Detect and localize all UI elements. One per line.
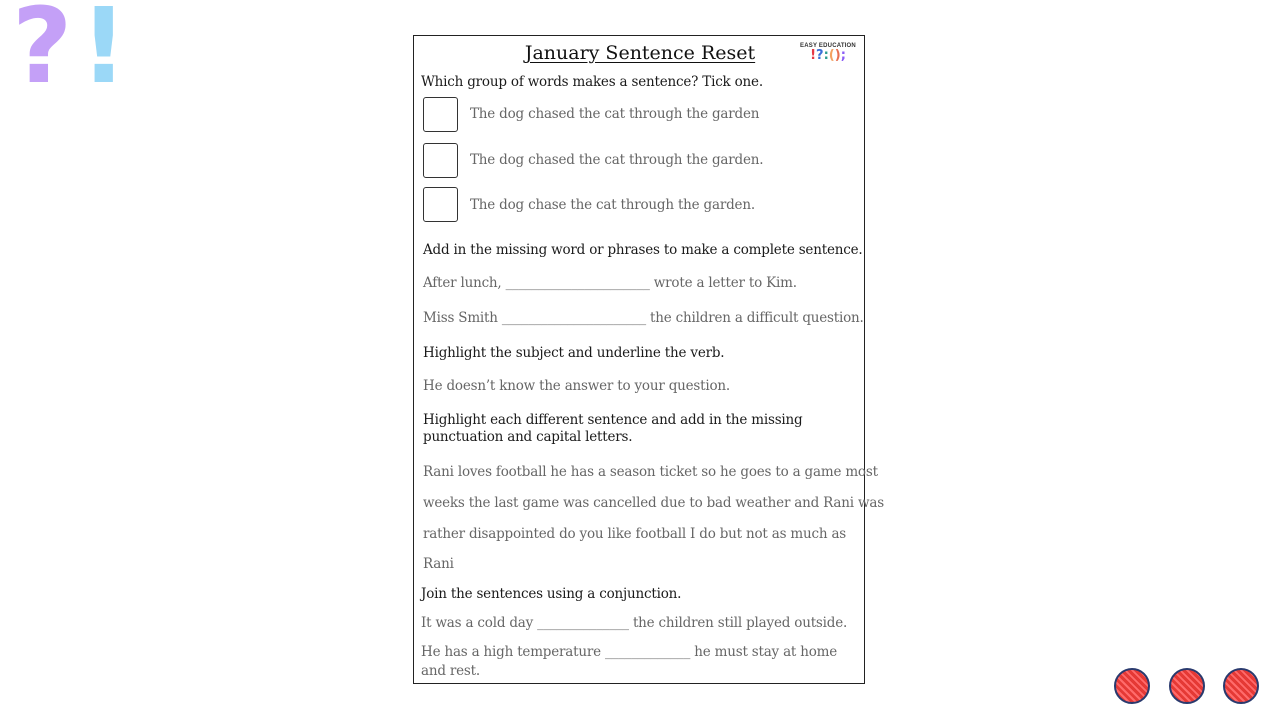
worksheet-title: January Sentence Reset <box>524 42 756 64</box>
logo-punctuation-marks <box>798 49 858 62</box>
tick-box-option-1[interactable] <box>423 97 458 132</box>
nav-button-3[interactable] <box>1223 668 1259 704</box>
logo-mark: ( <box>828 48 835 63</box>
question-2-line-1: After lunch, ______________________ wrote a letter to Kim. <box>423 275 797 291</box>
tick-box-option-3[interactable] <box>423 187 458 222</box>
question-4-prompt-line-1: Highlight each different sentence and add in the missing <box>423 412 803 428</box>
question-5-line-1: It was a cold day ______________ the children still played outside. <box>421 615 848 631</box>
logo-text: EASY EDUCATION <box>800 43 856 49</box>
question-4-text-line: Rani loves football he has a season ticket so he goes to a game most <box>423 464 878 480</box>
easy-education-logo <box>798 43 858 62</box>
question-4-text-line: weeks the last game was cancelled due to bad weather and Rani was <box>423 495 884 511</box>
question-4-text-line: rather disappointed do you like football I do but not as much as <box>423 526 847 542</box>
logo-mark: ! <box>810 48 817 63</box>
logo-mark: ) <box>834 48 841 63</box>
question-5-line-2-continued: and rest. <box>421 663 480 679</box>
question-4-prompt-line-2: punctuation and capital letters. <box>423 429 633 445</box>
nav-button-2[interactable] <box>1169 668 1205 704</box>
option-1-text: The dog chased the cat through the garden <box>470 106 760 122</box>
option-2-text: The dog chased the cat through the garden. <box>470 152 764 168</box>
option-3-text: The dog chase the cat through the garden. <box>470 197 755 213</box>
logo-mark: ? <box>816 48 824 63</box>
question-5-prompt: Join the sentences using a conjunction. <box>421 586 682 602</box>
question-3-prompt: Highlight the subject and underline the verb. <box>423 345 725 361</box>
exclamation-mark-decoration: ! <box>80 0 128 107</box>
question-3-sentence: He doesn’t know the answer to your question. <box>423 378 730 394</box>
question-2-line-2: Miss Smith ______________________ the children a difficult question. <box>423 310 864 326</box>
logo-mark: : <box>823 48 829 63</box>
question-4-text-line: Rani <box>423 556 454 572</box>
tick-box-option-2[interactable] <box>423 143 458 178</box>
question-5-line-2: He has a high temperature _____________ he must stay at home <box>421 644 838 660</box>
question-1-prompt: Which group of words makes a sentence? Tick one. <box>421 74 763 90</box>
question-mark-decoration: ? <box>12 0 73 107</box>
logo-mark: ; <box>840 48 846 63</box>
nav-button-1[interactable] <box>1114 668 1150 704</box>
worksheet <box>413 35 884 684</box>
question-2-prompt: Add in the missing word or phrases to make a complete sentence. <box>423 242 863 258</box>
